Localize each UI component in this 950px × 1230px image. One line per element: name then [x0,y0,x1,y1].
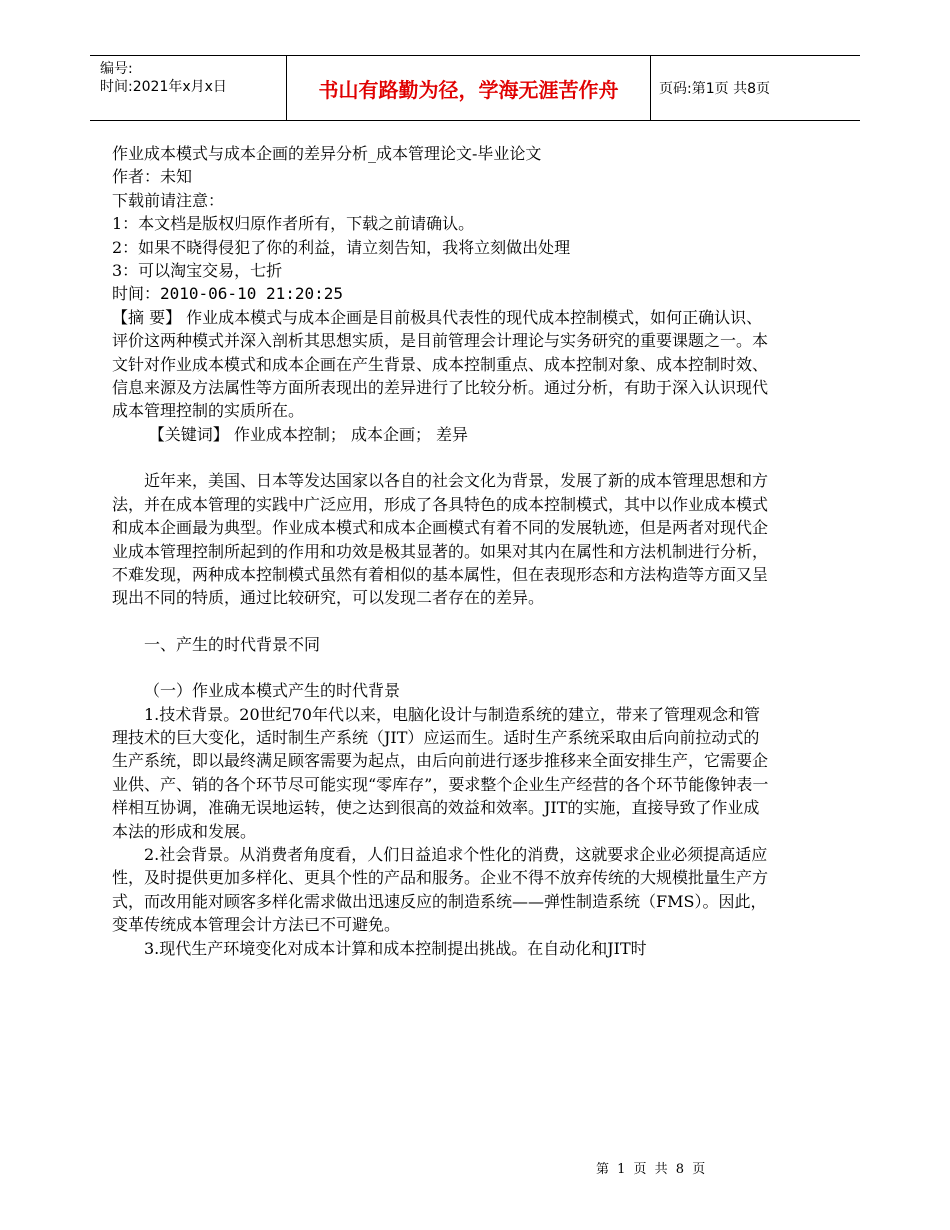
article-body [112,142,772,960]
keywords: 【关键词】 作业成本控制； 成本企画； 差异 [148,424,469,444]
intro-paragraph: 近年来，美国、日本等发达国家以各自的社会文化为背景，发展了新的成本管理思想和方法，并在成本管理的实践中广泛应用，形成了各具特色的成本控制模式，其中以作业成本模式和成本企画最为典型。作业成本模式和成本企画模式有着不同的发展轨迹，但是两者对现代企业成本管理控制所起到的作用和功效是极其显著的。如果对其内在属性和方法机制进行分析，不难发现，两种成本控制模式虽然有着相似的基本属性，但在表现形态和方法构造等方面又呈现出不同的特质，通过比较研究，可以发现二者存在的差异。 [112,471,769,608]
section-heading: 一、产生的时代背景不同 [144,634,321,654]
abstract: 【摘 要】 作业成本模式与成本企画是目前极具代表性的现代成本控制模式，如何正确认识、评价这两种模式并深入剖析其思想实质，是目前管理会计理论与实务研究的重要课题之一。本文针对作业成本模式和成本企画在产生背景、成本控制重点、成本控制对象、成本控制时效、信息来源及方法属性等方面所表现出的差异进行了比较分析。通过分析，有助于深入认识现代成本管理控制的实质所在。 [112,307,769,421]
body-paragraph: 1.技术背景。20世纪70年代以来，电脑化设计与制造系统的建立，带来了管理观念和管理技术的巨大变化，适时制生产系统（JIT）应运而生。适时生产系统采取由后向前拉动式的生产系统，即以最终满足顾客需要为起点，由后向前进行逐步推移来全面安排生产，它需要企业供、产、销的各个环节尽可能实现“零库存”，要求整个企业生产经营的各个环节能像钟表一样相互协调，准确无误地运转，使之达到很高的效益和效率。JIT的实施，直接导致了作业成本法的形成和发展。 [112,704,769,841]
document-number-label: 编号: [100,61,133,77]
article-time: 时间：2010-06-10 21:20:25 [112,284,344,304]
notice-title: 下载前请注意： [112,190,225,210]
notice-item: 2：如果不晓得侵犯了你的利益，请立刻告知，我将立刻做出处理 [112,237,571,257]
notice-item: 1：本文档是版权归原作者所有，下载之前请确认。 [112,214,475,234]
article-title: 作业成本模式与成本企画的差异分析_成本管理论文-毕业论文 [112,144,542,163]
header-motto: 书山有路勤为径，学海无涯苦作舟 [287,56,651,120]
header-page-info: 页码:第1页 共8页 [659,81,770,97]
header-meta [90,56,287,120]
page-footer: 第 1 页 共 8 页 [596,1162,708,1177]
notice-item: 3：可以淘宝交易，七折 [112,261,283,281]
body-paragraph: 2.社会背景。从消费者角度看，人们日益追求个性化的消费，这就要求企业必须提高适应性，及时提供更加多样化、更具个性的产品和服务。企业不得不放弃传统的大规模批量生产方式，而改用能对顾客多样化需求做出迅速反应的制造系统——弹性制造系统（FMS）。因此，变革传统成本管理会计方法已不可避免。 [112,844,769,935]
document-time-label: 时间:2021年x月x日 [100,79,227,95]
article-author: 作者：未知 [112,167,193,187]
document-header [90,55,860,121]
body-paragraph: 3.现代生产环境变化对成本计算和成本控制提出挑战。在自动化和JIT时 [144,938,647,958]
subsection-heading: （一）作业成本模式产生的时代背景 [144,681,401,701]
